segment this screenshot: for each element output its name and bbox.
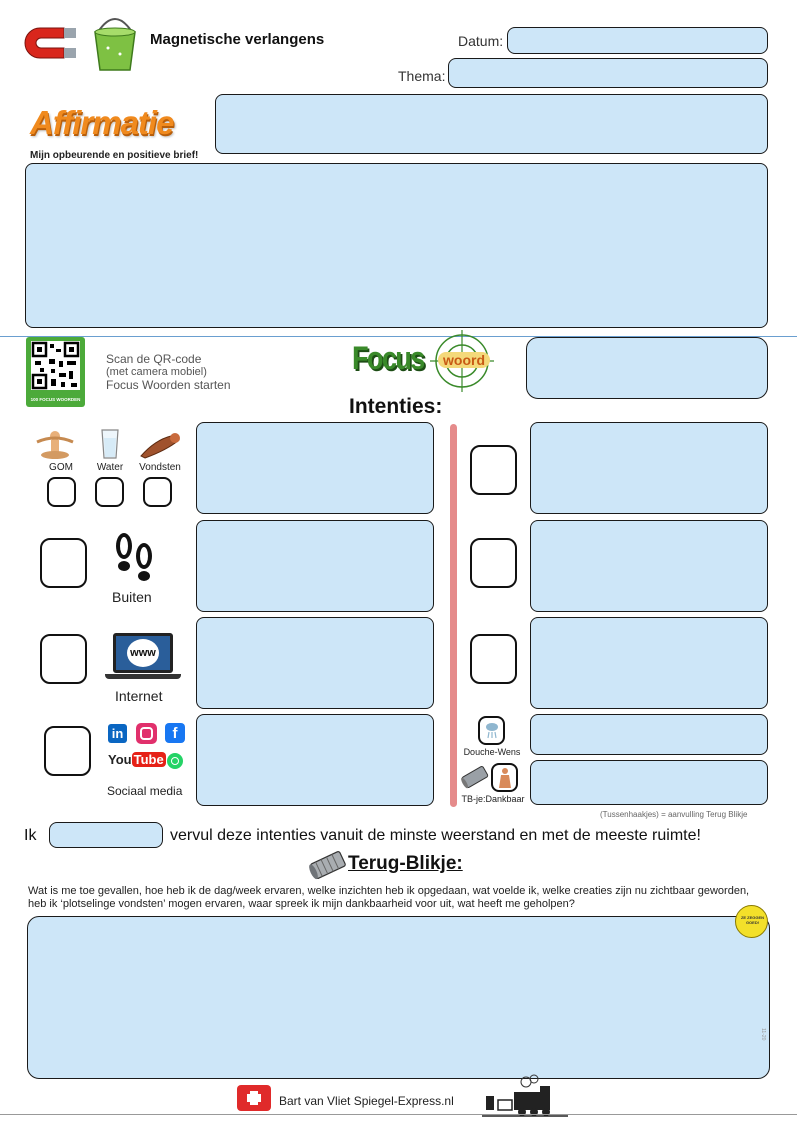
statement-text: vervul deze intenties vanuit de minste weerstand en met de meeste ruimte! <box>170 827 701 844</box>
footprints-icon <box>112 532 156 584</box>
instagram-icon <box>136 723 157 744</box>
www-text: www <box>130 647 156 659</box>
gom-checkbox[interactable] <box>47 477 76 507</box>
shower-icon <box>484 722 500 740</box>
affirmatie-title-field[interactable] <box>215 94 768 154</box>
linkedin-icon: in <box>108 724 127 743</box>
magnet-icon <box>24 22 80 66</box>
thema-label: Thema: <box>398 68 446 84</box>
water-glass-icon <box>100 428 120 460</box>
intention-field-6[interactable] <box>530 520 768 612</box>
youtube-text-b: Tube <box>133 752 164 767</box>
intention-field-7[interactable] <box>530 617 768 709</box>
terug-blikje-can-icon <box>306 850 350 880</box>
water-checkbox[interactable] <box>95 477 124 507</box>
side-code: 11-20 <box>760 1028 766 1041</box>
praying-figure-icon <box>498 767 512 789</box>
buiten-label: Buiten <box>112 589 152 605</box>
vondsten-label: Vondsten <box>139 462 181 473</box>
qr-code[interactable] <box>26 337 85 407</box>
intention-field-1[interactable] <box>196 422 434 514</box>
whatsapp-icon <box>167 753 183 769</box>
qr-caption: 100 FOCUS WOORDEN <box>30 397 81 402</box>
gom-icon <box>32 428 78 460</box>
social-checkbox[interactable] <box>44 726 91 776</box>
intenties-title: Intenties: <box>349 395 443 418</box>
bucket-icon <box>90 12 140 74</box>
dankbaar-checkbox[interactable] <box>491 763 518 792</box>
buiten-checkbox[interactable] <box>40 538 87 588</box>
laptop-icon <box>105 633 181 681</box>
gom-label: GOM <box>49 462 73 473</box>
datum-label: Datum: <box>458 33 504 49</box>
thema-field[interactable] <box>448 58 768 88</box>
badge-text: ZE ZEGGEN GOED! <box>740 915 765 925</box>
internet-label: Internet <box>115 688 163 704</box>
dankbaar-field[interactable] <box>530 760 768 805</box>
approval-badge <box>735 905 768 938</box>
tin-can-icon <box>459 765 491 789</box>
facebook-icon: f <box>165 723 185 743</box>
affirmatie-subtitle: Mijn opbeurende en positieve brief! <box>30 150 199 161</box>
first-aid-icon <box>237 1085 271 1111</box>
intention-field-4[interactable] <box>196 714 434 806</box>
qr-instruction-3: Focus Woorden starten <box>106 378 231 392</box>
focus-woord-logo <box>352 330 497 392</box>
douche-wens-label: Douche-Wens <box>463 747 521 757</box>
right-checkbox-2[interactable] <box>470 538 517 588</box>
dankbaar-label: TB-je:Dankbaar <box>461 794 525 804</box>
douche-wens-field[interactable] <box>530 714 768 755</box>
qr-instruction-2: (met camera mobiel) <box>106 366 207 378</box>
terug-blikje-title: Terug-Blikje: <box>348 853 463 874</box>
terug-blikje-question: Wat is me toe gevallen, hoe heb ik de dag/week ervaren, welke inzichten heb ik opgedaan, wat voelde ik, welke creaties zijn nu zichtbaar geworden, heb ik ‘plotselinge vondsten’ mogen ervaren, waar spreek ik mijn dankbaarheid voor uit, wat heeft me geholpen? <box>28 885 750 910</box>
page-title: Magnetische verlangens <box>150 31 325 48</box>
internet-checkbox[interactable] <box>40 634 87 684</box>
vondsten-checkbox[interactable] <box>143 477 172 507</box>
intenties-divider <box>450 424 457 807</box>
datum-field[interactable] <box>507 27 768 54</box>
focus-logo-part1: Focus <box>352 340 424 376</box>
focus-word-field[interactable] <box>526 337 768 399</box>
youtube-icon <box>108 752 166 772</box>
footer-text: Bart van Vliet Spiegel-Express.nl <box>279 1094 454 1108</box>
qr-instruction-1: Scan de QR-code <box>106 352 202 366</box>
water-label: Water <box>96 462 124 473</box>
qr-code-icon <box>31 341 80 390</box>
right-checkbox-1[interactable] <box>470 445 517 495</box>
focus-logo-part2: woord <box>438 352 490 368</box>
intention-field-3[interactable] <box>196 617 434 709</box>
affirmatie-letter-field[interactable] <box>25 163 768 328</box>
bottom-border <box>0 1114 797 1115</box>
statement-prefix: Ik <box>24 827 37 844</box>
right-checkbox-3[interactable] <box>470 634 517 684</box>
intention-field-2[interactable] <box>196 520 434 612</box>
intention-field-5[interactable] <box>530 422 768 514</box>
aanvulling-note: (Tussenhaakjes) = aanvulling Terug Blikje <box>600 810 748 819</box>
terug-blikje-field[interactable] <box>27 916 770 1079</box>
vondsten-icon <box>137 430 183 460</box>
train-icon <box>482 1074 568 1118</box>
affirmatie-logo: Affirmatie <box>30 104 174 141</box>
youtube-text-a: You <box>108 752 132 767</box>
sociaal-media-label: Sociaal media <box>107 784 183 798</box>
douche-wens-checkbox[interactable] <box>478 716 505 745</box>
name-field[interactable] <box>49 822 163 848</box>
